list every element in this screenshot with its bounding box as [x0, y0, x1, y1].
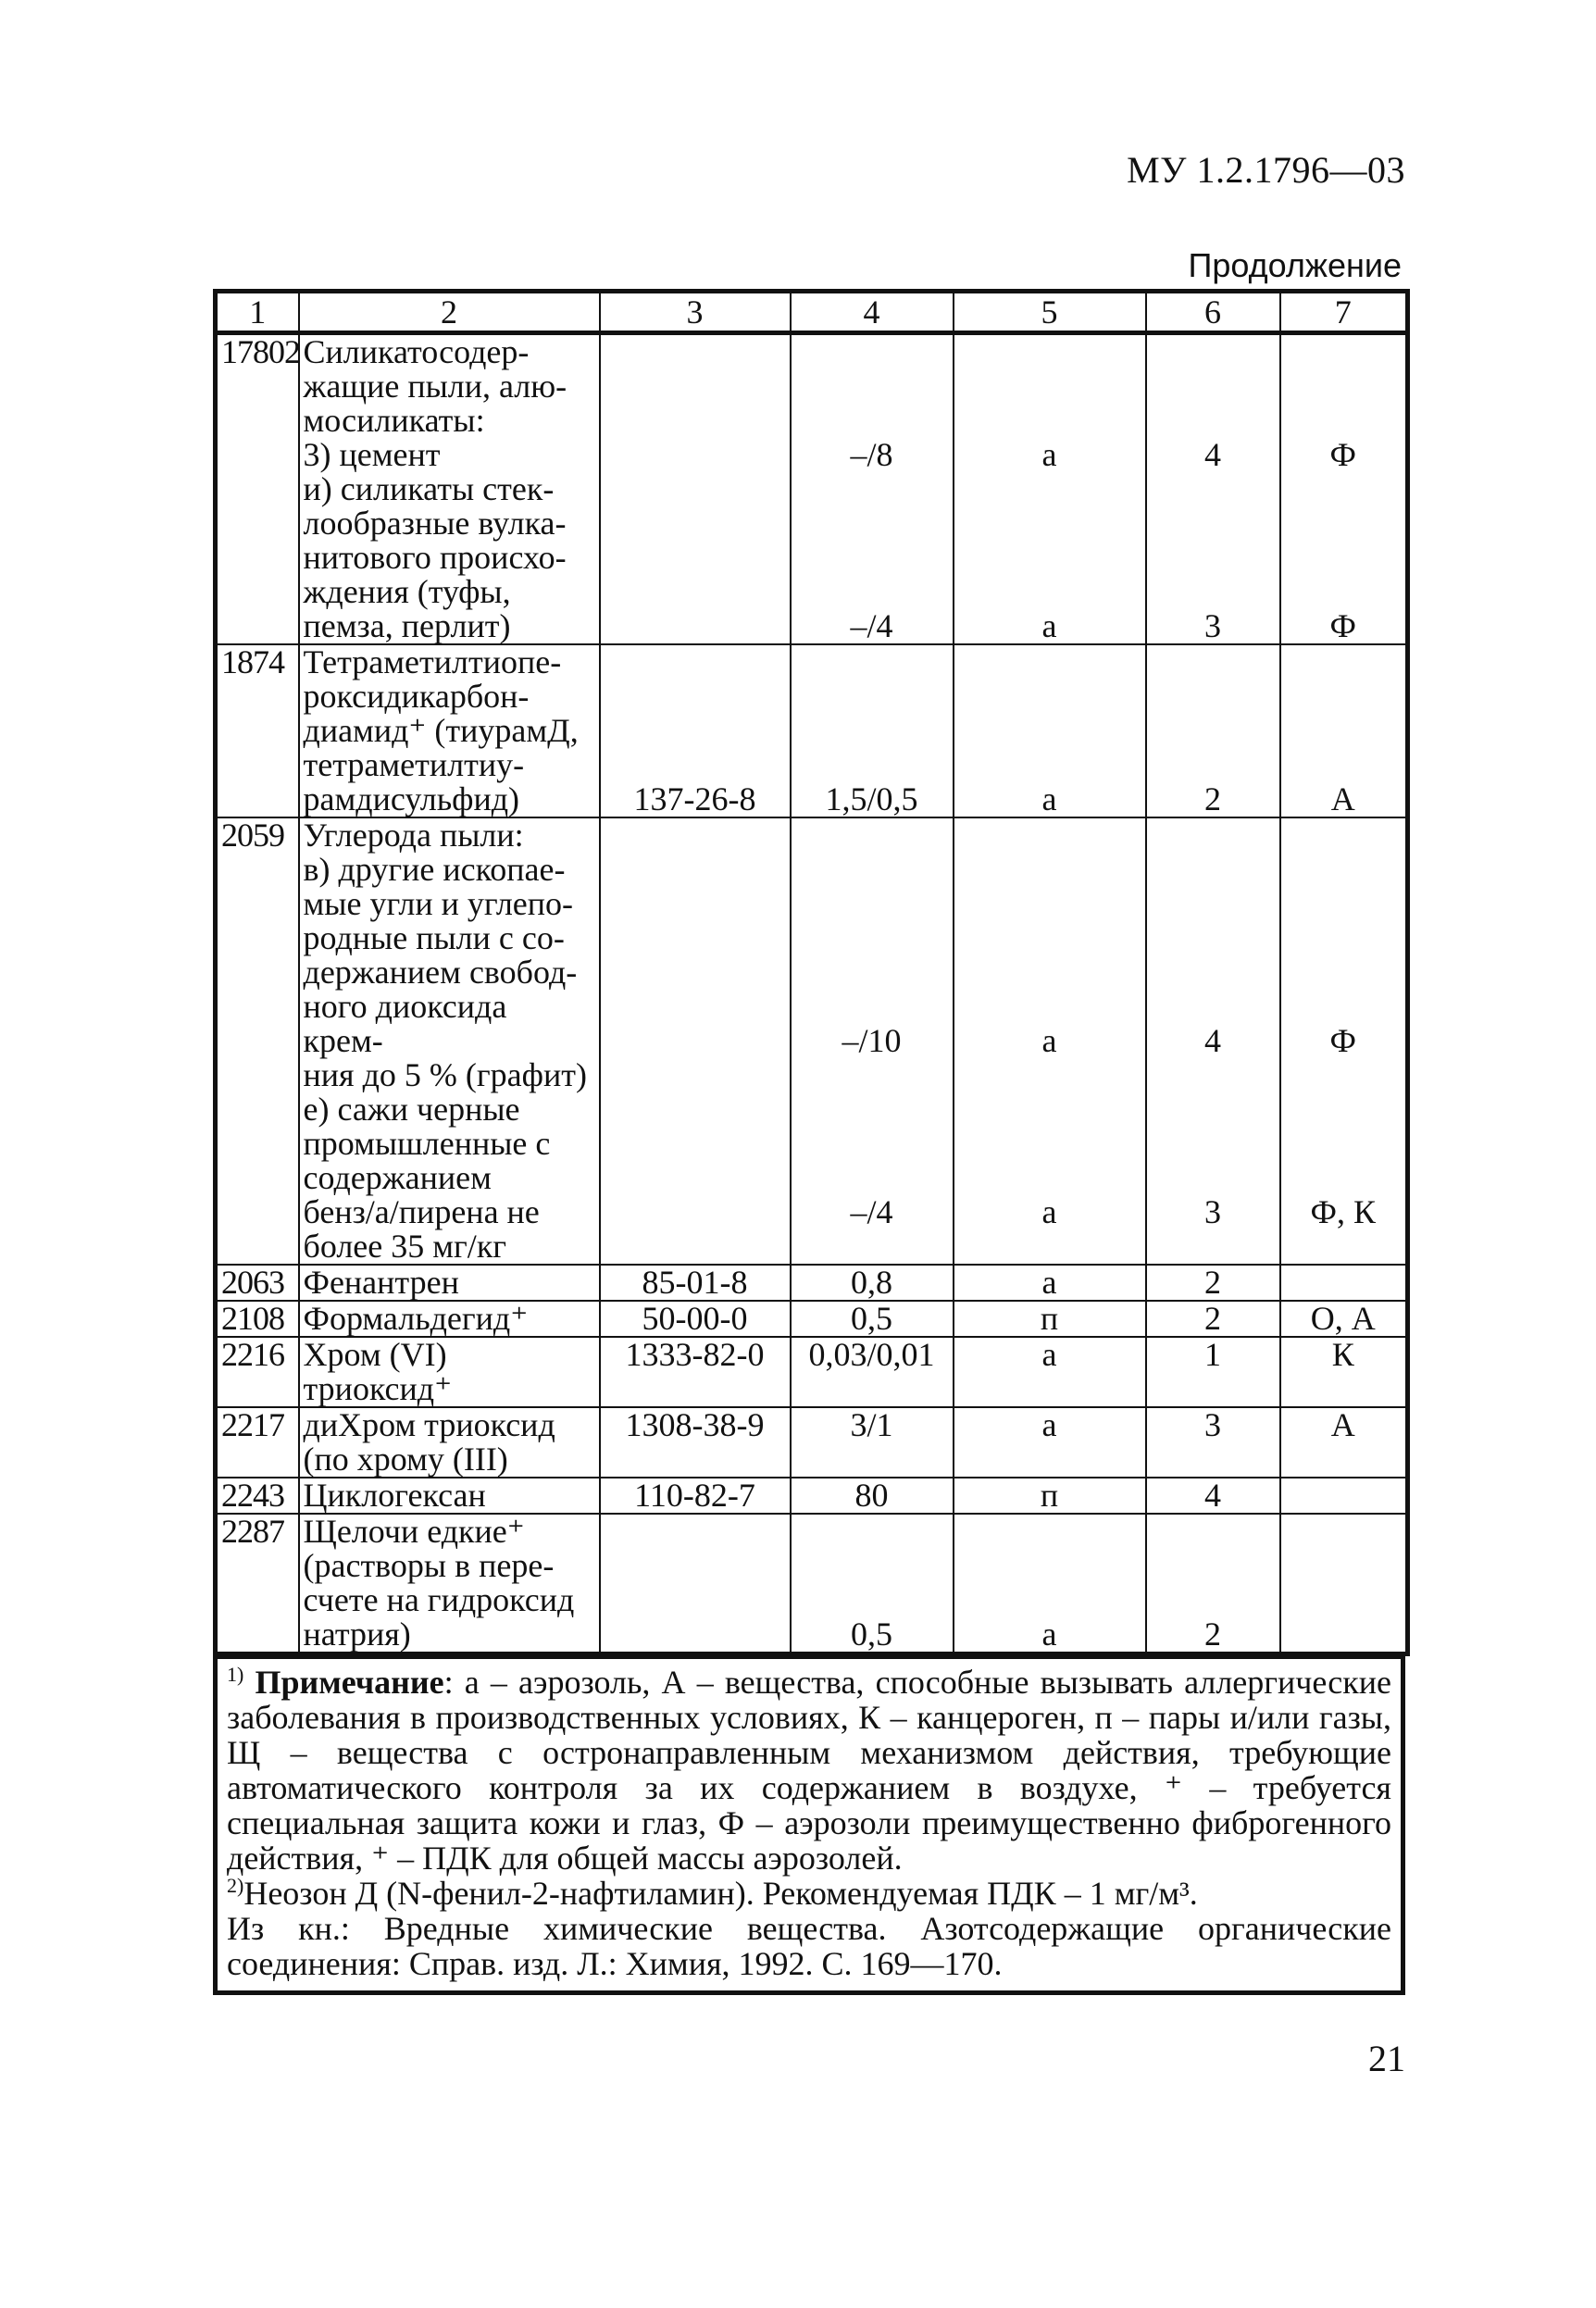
column-header: 6 [1146, 292, 1280, 333]
column-header: 1 [216, 292, 299, 333]
features-value: А [1330, 780, 1355, 817]
hazard-class-cell [1146, 644, 1280, 817]
hazard-class-cell [1146, 333, 1280, 645]
substance-name-line: 3) цемент [303, 436, 441, 473]
substance-name-line: рамдисульфид) [303, 780, 520, 817]
aggregate-state: а [1041, 1193, 1057, 1230]
substance-name-line: диХром триоксид [303, 1406, 555, 1443]
aggregate-state: п [1040, 1300, 1059, 1337]
pdk-value: 80 [854, 1477, 889, 1514]
cas-number: 50-00-0 [642, 1300, 748, 1337]
features-cell [1280, 1337, 1408, 1407]
cas-number-cell [600, 1407, 791, 1478]
substance-name-line: родные пыли с со- [303, 919, 565, 956]
substance-name-line: бенз/а/пирена не [303, 1193, 540, 1230]
table-row [216, 1407, 1408, 1478]
features-value: Ф [1329, 607, 1356, 644]
pdk-value: –/4 [850, 1193, 893, 1230]
aggregate-state: а [1041, 1022, 1057, 1059]
features-value: К [1331, 1336, 1354, 1373]
substance-code: 2217 [221, 1406, 284, 1443]
substance-name-line: роксидикарбон- [303, 678, 530, 715]
features-cell [1280, 1514, 1408, 1654]
substance-name-cell [299, 333, 600, 645]
aggregate-state-cell [954, 333, 1146, 645]
hazard-class-cell [1146, 1337, 1280, 1407]
pdk-cell [791, 1478, 954, 1514]
cas-number-cell [600, 644, 791, 817]
table-row [216, 1265, 1408, 1301]
hazard-class-cell [1146, 1478, 1280, 1514]
substance-name-line: и) силикаты стек- [303, 470, 555, 507]
continuation-label: Продолжение [1188, 246, 1402, 284]
substance-name-line: (растворы в пере- [303, 1547, 555, 1584]
substance-name-line: Хром (VI) триоксид⁺ [303, 1336, 453, 1407]
substance-code: 2243 [221, 1477, 284, 1514]
features-value: А [1330, 1406, 1355, 1443]
features-cell [1280, 817, 1408, 1265]
pdk-cell [791, 644, 954, 817]
substance-name-line: нитового происхо- [303, 539, 567, 576]
cas-number: 110-82-7 [634, 1477, 755, 1514]
pdk-cell [791, 1265, 954, 1301]
hazard-class: 2 [1204, 1264, 1221, 1301]
substance-name-line: в) другие ископае- [303, 851, 566, 888]
pdk-value: –/4 [850, 607, 893, 644]
substance-code-cell [216, 817, 299, 1265]
note-2-text: Неозон Д (N-фенил-2-нафтиламин). Рекомендуемая ПДК – 1 мг/м³. [243, 1875, 1198, 1912]
pdk-cell [791, 1514, 954, 1654]
features-value: Ф [1329, 436, 1356, 473]
aggregate-state-cell [954, 1407, 1146, 1478]
table-row [216, 1478, 1408, 1514]
substance-name-line: держанием свобод- [303, 954, 578, 991]
substance-name-line: натрия) [303, 1616, 411, 1653]
cas-number-cell [600, 1514, 791, 1654]
cas-number: 85-01-8 [642, 1264, 748, 1301]
hazard-class: 3 [1204, 1193, 1221, 1230]
substance-name-line: Углерода пыли: [303, 817, 524, 854]
aggregate-state: п [1040, 1477, 1059, 1514]
substance-code-cell [216, 333, 299, 645]
table-row [216, 644, 1408, 817]
notes-block [213, 1656, 1405, 1995]
cas-number-cell [600, 817, 791, 1265]
features-cell [1280, 333, 1408, 645]
hazard-class: 4 [1204, 1477, 1221, 1514]
substance-name-line: Циклогексан [303, 1477, 486, 1514]
features-value: Ф [1329, 1022, 1356, 1059]
aggregate-state-cell [954, 817, 1146, 1265]
substance-code-cell [216, 1301, 299, 1337]
pdk-value: 0,5 [851, 1300, 892, 1337]
hazard-class: 1 [1204, 1336, 1221, 1373]
substance-name-line: ждения (туфы, [303, 573, 511, 610]
substance-name-line: более 35 мг/кг [303, 1228, 507, 1265]
substance-name-line: ния до 5 % (графит) [303, 1056, 587, 1093]
substance-name-line: мые угли и углепо- [303, 885, 574, 922]
aggregate-state-cell [954, 1478, 1146, 1514]
table-row [216, 1337, 1408, 1407]
features-value: О, А [1310, 1300, 1376, 1337]
substance-name-line: жащие пыли, алю- [303, 368, 567, 405]
substance-name-line: ного диоксида крем- [303, 988, 507, 1059]
substance-code-cell [216, 1337, 299, 1407]
note-1-label: Примечание [255, 1664, 444, 1701]
pdk-value: 1,5/0,5 [825, 780, 918, 817]
substance-name-line: тетраметилтиу- [303, 746, 525, 783]
substance-name-line: диамид⁺ (тиурамД, [303, 712, 579, 749]
pdk-cell [791, 333, 954, 645]
pdk-value: 0,8 [851, 1264, 892, 1301]
pdk-value: 0,5 [851, 1616, 892, 1653]
substance-name-cell [299, 1407, 600, 1478]
hazard-class-cell [1146, 1265, 1280, 1301]
substance-name-line: Формальдегид⁺ [303, 1300, 529, 1337]
substance-code-cell [216, 644, 299, 817]
aggregate-state: а [1041, 436, 1057, 473]
hazard-class-cell [1146, 817, 1280, 1265]
substance-code-cell [216, 1265, 299, 1301]
hazard-class-cell [1146, 1407, 1280, 1478]
substance-code: 2108 [221, 1300, 284, 1337]
substance-name-line: Тетраметилтиопе- [303, 643, 562, 680]
aggregate-state: а [1041, 1406, 1057, 1443]
cas-number-cell [600, 1301, 791, 1337]
substance-code: 1874 [221, 643, 284, 680]
table-row [216, 817, 1408, 1265]
substance-name-cell [299, 1514, 600, 1654]
cas-number-cell [600, 333, 791, 645]
note-2 [227, 1876, 1391, 1911]
hazard-class: 4 [1204, 1022, 1221, 1059]
cas-number-cell [600, 1265, 791, 1301]
hazard-class: 3 [1204, 607, 1221, 644]
cas-number: 137-26-8 [633, 780, 756, 817]
header-row [216, 292, 1408, 333]
cas-number: 1333-82-0 [625, 1336, 765, 1373]
features-cell [1280, 1478, 1408, 1514]
aggregate-state: а [1041, 780, 1057, 817]
table-row [216, 1514, 1408, 1654]
note-2-mark: 2) [227, 1874, 244, 1897]
substance-code-cell [216, 1514, 299, 1654]
document-code: МУ 1.2.1796—03 [1127, 149, 1405, 191]
pdk-value: 0,03/0,01 [808, 1336, 935, 1373]
pdk-cell [791, 817, 954, 1265]
substance-name-cell [299, 817, 600, 1265]
pdk-value: –/8 [850, 436, 893, 473]
cas-number-cell [600, 1478, 791, 1514]
substance-name-line: Фенантрен [303, 1264, 459, 1301]
substance-name-cell [299, 1301, 600, 1337]
substance-name-cell [299, 1478, 600, 1514]
substance-name-line: пемза, перлит) [303, 607, 511, 644]
features-value: Ф, К [1310, 1193, 1376, 1230]
substances-table [213, 289, 1410, 1656]
substance-name-line: мосиликаты: [303, 402, 485, 439]
source-note: Из кн.: Вредные химические вещества. Азотсодержащие органические соединения: Справ. изд. Л.: Химия, 1992. С. 169—170. [227, 1910, 1391, 1982]
hazard-class: 2 [1204, 1300, 1221, 1337]
hazard-class-cell [1146, 1301, 1280, 1337]
substance-code-cell [216, 1407, 299, 1478]
substance-code: 2059 [221, 817, 284, 854]
substance-name-cell [299, 1265, 600, 1301]
aggregate-state: а [1041, 1336, 1057, 1373]
features-cell [1280, 644, 1408, 817]
cas-number-cell [600, 1337, 791, 1407]
features-cell [1280, 1301, 1408, 1337]
substance-name-line: содержанием [303, 1159, 492, 1196]
substance-name-line: промышленные с [303, 1125, 551, 1162]
note-1-mark: 1) [227, 1663, 244, 1686]
features-cell [1280, 1265, 1408, 1301]
substances-table-container [213, 289, 1405, 1995]
pdk-cell [791, 1337, 954, 1407]
aggregate-state-cell [954, 1514, 1146, 1654]
substance-name-cell [299, 644, 600, 817]
table-row [216, 1301, 1408, 1337]
substance-name-line: е) сажи черные [303, 1091, 520, 1128]
hazard-class: 2 [1204, 780, 1221, 817]
page-number: 21 [1368, 2038, 1405, 2079]
substance-code-cell [216, 1478, 299, 1514]
cas-number: 1308-38-9 [625, 1406, 765, 1443]
pdk-value: –/10 [842, 1022, 902, 1059]
pdk-value: 3/1 [850, 1406, 893, 1443]
features-cell [1280, 1407, 1408, 1478]
aggregate-state: а [1041, 1616, 1057, 1653]
substance-name-line: счете на гидроксид [303, 1581, 575, 1618]
column-header: 5 [954, 292, 1146, 333]
table-row [216, 333, 1408, 645]
column-header: 7 [1280, 292, 1408, 333]
substance-name-line: (по хрому (III) [303, 1441, 508, 1478]
note-1-text: : а – аэрозоль, А – вещества, способные вызывать аллергические заболевания в производственных условиях, К – канцероген, п – пары и/или газы, Щ – вещества с остронаправленным механизмом действия, требующие автоматического контроля за их содержанием в воздухе, ⁺ – требуется специальная защита кожи и глаз, Ф – аэрозоли преимущественно фиброгенного действия, ⁺ – ПДК для общей массы аэрозолей. [227, 1664, 1391, 1877]
aggregate-state-cell [954, 1337, 1146, 1407]
pdk-cell [791, 1301, 954, 1337]
note-1 [227, 1665, 1391, 1876]
substance-name-line: Силикатосодер- [303, 333, 530, 370]
hazard-class-cell [1146, 1514, 1280, 1654]
hazard-class: 2 [1204, 1616, 1221, 1653]
substance-code: 17802 [221, 333, 300, 370]
aggregate-state-cell [954, 644, 1146, 817]
column-header: 4 [791, 292, 954, 333]
aggregate-state-cell [954, 1265, 1146, 1301]
substance-name-cell [299, 1337, 600, 1407]
pdk-cell [791, 1407, 954, 1478]
substance-name-line: лообразные вулка- [303, 505, 567, 542]
substance-name-line: Щелочи едкие⁺ [303, 1513, 525, 1550]
substance-code: 2063 [221, 1264, 284, 1301]
column-header: 3 [600, 292, 791, 333]
hazard-class: 4 [1204, 436, 1221, 473]
aggregate-state: а [1041, 1264, 1057, 1301]
substance-code: 2287 [221, 1513, 284, 1550]
column-header: 2 [299, 292, 600, 333]
hazard-class: 3 [1204, 1406, 1221, 1443]
aggregate-state-cell [954, 1301, 1146, 1337]
substance-code: 2216 [221, 1336, 284, 1373]
aggregate-state: а [1041, 607, 1057, 644]
